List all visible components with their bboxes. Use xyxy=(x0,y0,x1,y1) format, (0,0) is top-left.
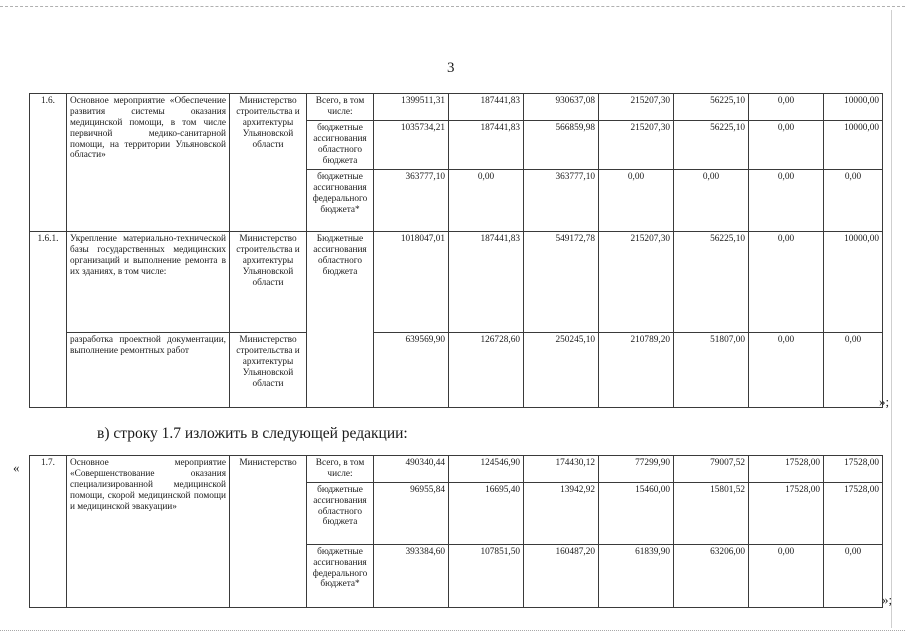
value-cell: 61839,90 xyxy=(599,544,674,607)
row-executor: Министерство xyxy=(230,456,307,608)
value-cell: 0,00 xyxy=(749,94,824,121)
value-cell: 16695,40 xyxy=(449,482,524,544)
value-cell: 566859,98 xyxy=(524,121,599,170)
value-cell: 17528,00 xyxy=(749,482,824,544)
value-cell: 1399511,31 xyxy=(374,94,449,121)
value-cell: 126728,60 xyxy=(449,333,524,408)
value-cell: 56225,10 xyxy=(674,121,749,170)
value-cell: 0,00 xyxy=(824,333,883,408)
scan-edge-bottom xyxy=(0,630,905,631)
value-cell: 10000,00 xyxy=(824,121,883,170)
value-cell: 56225,10 xyxy=(674,94,749,121)
value-cell: 187441,83 xyxy=(449,94,524,121)
value-cell: 77299,90 xyxy=(599,456,674,483)
value-cell: 124546,90 xyxy=(449,456,524,483)
value-cell: 1018047,01 xyxy=(374,232,449,333)
table-row xyxy=(30,94,883,121)
row-name: Основное мероприятие «Совершенствование оказания специализированной медицинской помощи, скорой медицинской помощи и медицинской эвакуации» xyxy=(67,456,230,608)
value-cell: 0,00 xyxy=(824,170,883,232)
value-cell: 174430,12 xyxy=(524,456,599,483)
table-row xyxy=(30,456,883,483)
source-label: Бюджетные ассигнования областного бюджета xyxy=(307,232,374,408)
closing-mark: »; xyxy=(882,592,893,607)
value-cell: 0,00 xyxy=(749,121,824,170)
value-cell: 160487,20 xyxy=(524,544,599,607)
value-cell: 107851,50 xyxy=(449,544,524,607)
row-executor: Министерство строительства и архитектуры Ульяновской области xyxy=(230,94,307,232)
row-number: 1.7. xyxy=(30,456,67,608)
value-cell: 187441,83 xyxy=(449,121,524,170)
source-label: бюджетные ассигнования федерального бюджета* xyxy=(307,544,374,607)
row-name: Основное мероприятие «Обеспечение развития системы оказания медицинской помощи, в том числе первичной медико-санитарной помощи, на территории Ульяновской области» xyxy=(67,94,230,232)
opening-quote: « xyxy=(13,460,20,475)
value-cell: 363777,10 xyxy=(374,170,449,232)
source-label: бюджетные ассигнования федерального бюджета* xyxy=(307,170,374,232)
value-cell: 63206,00 xyxy=(674,544,749,607)
value-cell: 15801,52 xyxy=(674,482,749,544)
value-cell: 96955,84 xyxy=(374,482,449,544)
value-cell: 13942,92 xyxy=(524,482,599,544)
value-cell: 0,00 xyxy=(824,544,883,607)
value-cell: 639569,90 xyxy=(374,333,449,408)
scan-edge-right xyxy=(891,10,892,628)
value-cell: 930637,08 xyxy=(524,94,599,121)
row-number: 1.6.1. xyxy=(30,232,67,408)
value-cell: 0,00 xyxy=(749,170,824,232)
scan-edge-top xyxy=(0,6,905,7)
value-cell: 187441,83 xyxy=(449,232,524,333)
value-cell: 17528,00 xyxy=(749,456,824,483)
value-cell: 0,00 xyxy=(749,333,824,408)
amendment-heading: в) строку 1.7 изложить в следующей редакции: xyxy=(97,425,408,442)
value-cell: 215207,30 xyxy=(599,232,674,333)
value-cell: 0,00 xyxy=(599,170,674,232)
value-cell: 490340,44 xyxy=(374,456,449,483)
value-cell: 0,00 xyxy=(449,170,524,232)
source-label: Всего, в том числе: xyxy=(307,94,374,121)
value-cell: 51807,00 xyxy=(674,333,749,408)
row-name: разработка проектной документации, выполнение ремонтных работ xyxy=(67,333,230,408)
page-number: 3 xyxy=(447,60,455,76)
value-cell: 17528,00 xyxy=(824,482,883,544)
value-cell: 363777,10 xyxy=(524,170,599,232)
row-name: Укрепление материально-технической базы государственных медицинских организаций и выполнение ремонта в их зданиях, в том числе: xyxy=(67,232,230,333)
value-cell: 0,00 xyxy=(749,544,824,607)
source-label: Всего, в том числе: xyxy=(307,456,374,483)
value-cell: 15460,00 xyxy=(599,482,674,544)
value-cell: 10000,00 xyxy=(824,94,883,121)
source-label: бюджетные ассигнования областного бюджета xyxy=(307,482,374,544)
value-cell: 79007,52 xyxy=(674,456,749,483)
value-cell: 1035734,21 xyxy=(374,121,449,170)
table-row-1-7 xyxy=(29,455,883,608)
value-cell: 549172,78 xyxy=(524,232,599,333)
value-cell: 10000,00 xyxy=(824,232,883,333)
table-row-1-6 xyxy=(29,93,883,408)
closing-mark: »; xyxy=(879,394,890,409)
source-label: бюджетные ассигнования областного бюджета xyxy=(307,121,374,170)
value-cell: 56225,10 xyxy=(674,232,749,333)
value-cell: 210789,20 xyxy=(599,333,674,408)
value-cell: 215207,30 xyxy=(599,121,674,170)
table-row xyxy=(30,333,883,408)
row-executor: Министерство строительства и архитектуры Ульяновской области xyxy=(230,232,307,333)
value-cell: 0,00 xyxy=(749,232,824,333)
table-row xyxy=(30,232,883,333)
value-cell: 0,00 xyxy=(674,170,749,232)
value-cell: 250245,10 xyxy=(524,333,599,408)
value-cell: 17528,00 xyxy=(824,456,883,483)
row-number: 1.6. xyxy=(30,94,67,232)
value-cell: 215207,30 xyxy=(599,94,674,121)
value-cell: 393384,60 xyxy=(374,544,449,607)
row-executor: Министерство строительства и архитектуры Ульяновской области xyxy=(230,333,307,408)
